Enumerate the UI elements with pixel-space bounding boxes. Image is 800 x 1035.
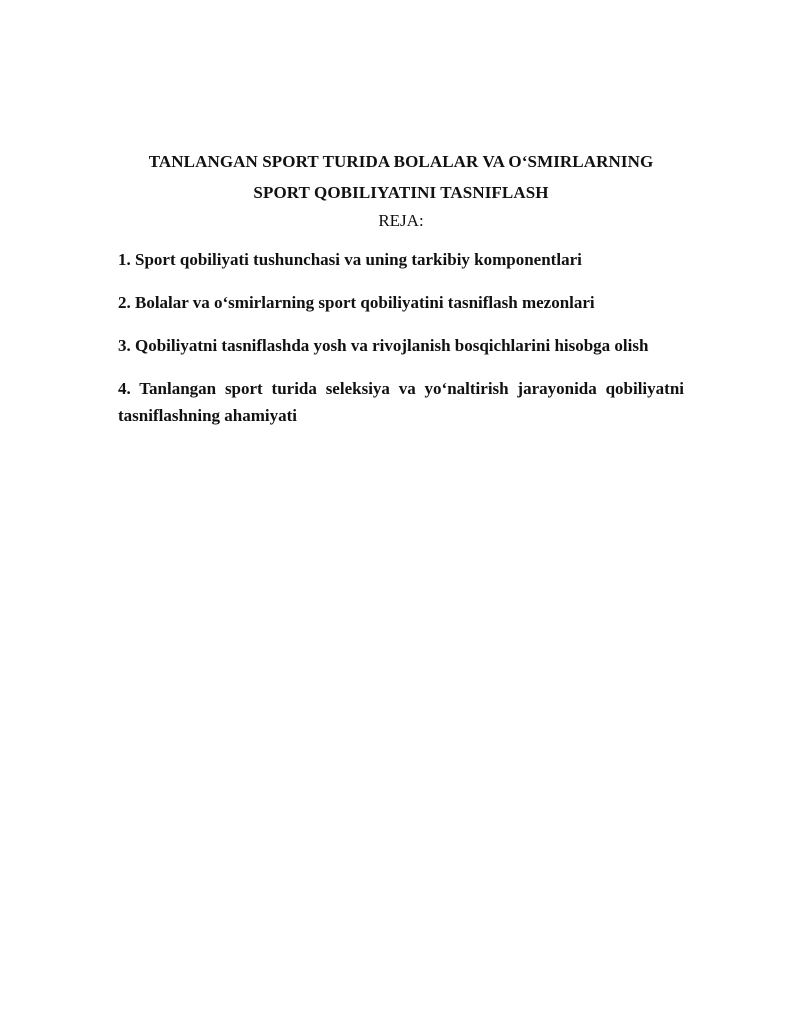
plan-item-3: 3. Qobiliyatni tasniflashda yosh va rivojlanish bosqichlarini hisobga olish — [118, 336, 649, 355]
plan-item-2: 2. Bolalar va o‘smirlarning sport qobiliyatini tasniflash mezonlari — [118, 293, 595, 312]
document-title — [118, 146, 684, 208]
title-line-2: SPORT QOBILIYATINI TASNIFLASH — [253, 183, 549, 202]
plan-list — [118, 246, 684, 429]
title-line-1: TANLANGAN SPORT TURIDA BOLALAR VA O‘SMIRLARNING — [148, 152, 654, 171]
plan-heading: REJA: — [378, 211, 424, 230]
plan-item-4: 4. Tanlangan sport turida seleksiya va yo‘naltirish jarayonida qobiliyatni tasniflashning ahamiyati — [118, 379, 684, 425]
document-content — [118, 146, 684, 445]
plan-item-1: 1. Sport qobiliyati tushunchasi va uning tarkibiy komponentlari — [118, 250, 582, 269]
